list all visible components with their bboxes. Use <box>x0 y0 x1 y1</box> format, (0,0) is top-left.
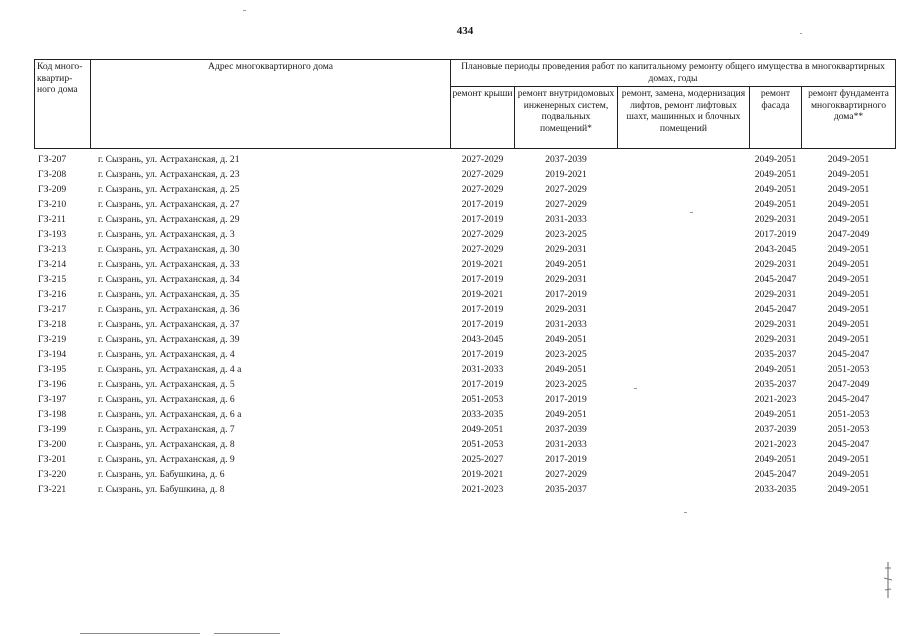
cell-roof: 2017-2019 <box>461 319 504 330</box>
cell-address: г. Сызрань, ул. Астраханская, д. 29 <box>98 214 240 225</box>
cell-engineering: 2049-2051 <box>545 364 587 375</box>
cell-foundation: 2047-2049 <box>827 229 870 240</box>
margin-stamp-icon <box>883 560 893 600</box>
cell-foundation: 2049-2051 <box>827 484 870 495</box>
cell-elevators <box>618 407 750 422</box>
cell-engineering: 2027-2029 <box>545 469 587 480</box>
cell-elevators <box>618 392 750 407</box>
header-address: Адрес многоквартирного дома <box>91 60 451 149</box>
cell-engineering: 2027-2029 <box>545 184 587 195</box>
table-row <box>35 392 896 407</box>
cell-facade: 2049-2051 <box>754 364 797 375</box>
cell-address: г. Сызрань, ул. Астраханская, д. 7 <box>98 424 235 435</box>
cell-foundation: 2049-2051 <box>827 334 870 345</box>
cell-code: ГЗ-218 <box>38 319 67 330</box>
cell-roof: 2027-2029 <box>461 229 504 240</box>
cell-facade: 2045-2047 <box>754 469 797 480</box>
cell-foundation: 2049-2051 <box>827 274 870 285</box>
cell-facade: 2021-2023 <box>754 394 797 405</box>
footer-line <box>214 633 280 634</box>
cell-address: г. Сызрань, ул. Астраханская, д. 34 <box>98 274 240 285</box>
cell-roof: 2017-2019 <box>461 199 504 210</box>
cell-address: г. Сызрань, ул. Астраханская, д. 30 <box>98 244 240 255</box>
cell-engineering: 2023-2025 <box>545 229 587 240</box>
table-row <box>35 212 896 227</box>
cell-roof: 2043-2045 <box>461 334 504 345</box>
cell-engineering: 2029-2031 <box>545 244 587 255</box>
scan-speck <box>634 388 637 389</box>
cell-address: г. Сызрань, ул. Астраханская, д. 6 <box>98 394 235 405</box>
cell-foundation: 2049-2051 <box>827 304 870 315</box>
cell-roof: 2049-2051 <box>461 424 504 435</box>
footer-line <box>80 633 200 634</box>
table-row <box>35 362 896 377</box>
table-row <box>35 422 896 437</box>
table-row <box>35 302 896 317</box>
table-row <box>35 332 896 347</box>
cell-code: ГЗ-217 <box>38 304 67 315</box>
cell-foundation: 2049-2051 <box>827 454 870 465</box>
cell-facade: 2049-2051 <box>754 154 797 165</box>
table-row <box>35 257 896 272</box>
table-row <box>35 182 896 197</box>
cell-address: г. Сызрань, ул. Астраханская, д. 5 <box>98 379 235 390</box>
cell-code: ГЗ-211 <box>38 214 66 225</box>
cell-foundation: 2049-2051 <box>827 154 870 165</box>
scan-speck <box>690 212 693 213</box>
cell-address: г. Сызрань, ул. Астраханская, д. 4 <box>98 349 235 360</box>
cell-elevators <box>618 482 750 497</box>
cell-engineering: 2035-2037 <box>545 484 587 495</box>
cell-facade: 2045-2047 <box>754 304 797 315</box>
table-row <box>35 227 896 242</box>
cell-elevators <box>618 422 750 437</box>
cell-roof: 2031-2033 <box>461 364 504 375</box>
cell-code: ГЗ-201 <box>38 454 67 465</box>
cell-foundation: 2051-2053 <box>827 424 870 435</box>
table-row <box>35 377 896 392</box>
cell-foundation: 2049-2051 <box>827 199 870 210</box>
cell-facade: 2049-2051 <box>754 169 797 180</box>
cell-foundation: 2049-2051 <box>827 169 870 180</box>
cell-code: ГЗ-209 <box>38 184 67 195</box>
cell-engineering: 2031-2033 <box>545 319 587 330</box>
cell-address: г. Сызрань, ул. Бабушкина, д. 8 <box>98 484 225 495</box>
cell-address: г. Сызрань, ул. Астраханская, д. 37 <box>98 319 240 330</box>
cell-roof: 2017-2019 <box>461 214 504 225</box>
cell-code: ГЗ-207 <box>38 154 67 165</box>
scan-speck <box>243 10 246 11</box>
header-roof: ремонт крыши <box>451 87 515 149</box>
cell-elevators <box>618 467 750 482</box>
cell-foundation: 2049-2051 <box>827 289 870 300</box>
cell-engineering: 2049-2051 <box>545 334 587 345</box>
cell-facade: 2049-2051 <box>754 184 797 195</box>
cell-elevators <box>618 302 750 317</box>
table-row <box>35 149 896 168</box>
cell-elevators <box>618 197 750 212</box>
cell-elevators <box>618 287 750 302</box>
cell-facade: 2021-2023 <box>754 439 797 450</box>
cell-address: г. Сызрань, ул. Астраханская, д. 36 <box>98 304 240 315</box>
cell-engineering: 2017-2019 <box>545 454 587 465</box>
cell-code: ГЗ-215 <box>38 274 67 285</box>
cell-engineering: 2031-2033 <box>545 214 587 225</box>
table-row <box>35 407 896 422</box>
cell-foundation: 2049-2051 <box>827 214 870 225</box>
cell-facade: 2029-2031 <box>754 289 797 300</box>
cell-roof: 2017-2019 <box>461 349 504 360</box>
cell-engineering: 2017-2019 <box>545 394 587 405</box>
table-row <box>35 347 896 362</box>
cell-roof: 2019-2021 <box>461 469 504 480</box>
cell-elevators <box>618 272 750 287</box>
cell-address: г. Сызрань, ул. Астраханская, д. 3 <box>98 229 235 240</box>
cell-address: г. Сызрань, ул. Астраханская, д. 27 <box>98 199 240 210</box>
cell-code: ГЗ-210 <box>38 199 67 210</box>
cell-facade: 2035-2037 <box>754 379 797 390</box>
cell-facade: 2049-2051 <box>754 409 797 420</box>
cell-foundation: 2049-2051 <box>827 244 870 255</box>
capital-repair-table <box>34 59 896 497</box>
cell-code: ГЗ-199 <box>38 424 67 435</box>
cell-code: ГЗ-197 <box>38 394 67 405</box>
cell-code: ГЗ-219 <box>38 334 67 345</box>
cell-foundation: 2047-2049 <box>827 379 870 390</box>
cell-foundation: 2049-2051 <box>827 319 870 330</box>
cell-facade: 2029-2031 <box>754 334 797 345</box>
cell-facade: 2045-2047 <box>754 274 797 285</box>
cell-elevators <box>618 437 750 452</box>
cell-foundation: 2045-2047 <box>827 394 870 405</box>
cell-engineering: 2023-2025 <box>545 349 587 360</box>
cell-engineering: 2037-2039 <box>545 154 587 165</box>
cell-code: ГЗ-193 <box>38 229 67 240</box>
cell-roof: 2051-2053 <box>461 439 504 450</box>
cell-engineering: 2029-2031 <box>545 304 587 315</box>
cell-elevators <box>618 317 750 332</box>
cell-code: ГЗ-195 <box>38 364 67 375</box>
cell-address: г. Сызрань, ул. Астраханская, д. 9 <box>98 454 235 465</box>
header-code: Код много-квартир-ного дома <box>35 60 91 149</box>
cell-foundation: 2049-2051 <box>827 259 870 270</box>
table-row <box>35 287 896 302</box>
cell-elevators <box>618 242 750 257</box>
cell-engineering: 2049-2051 <box>545 409 587 420</box>
cell-foundation: 2051-2053 <box>827 409 870 420</box>
cell-facade: 2017-2019 <box>754 229 797 240</box>
table-row <box>35 452 896 467</box>
table-row <box>35 242 896 257</box>
cell-roof: 2027-2029 <box>461 244 504 255</box>
cell-facade: 2035-2037 <box>754 349 797 360</box>
table-row <box>35 467 896 482</box>
cell-elevators <box>618 347 750 362</box>
cell-code: ГЗ-208 <box>38 169 67 180</box>
cell-foundation: 2049-2051 <box>827 469 870 480</box>
cell-elevators <box>618 377 750 392</box>
cell-engineering: 2019-2021 <box>545 169 587 180</box>
header-periods-group: Плановые периоды проведения работ по капитальному ремонту общего имущества в многоквартирных домах, годы <box>451 60 896 87</box>
cell-roof: 2017-2019 <box>461 304 504 315</box>
cell-roof: 2027-2029 <box>461 154 504 165</box>
cell-facade: 2037-2039 <box>754 424 797 435</box>
cell-address: г. Сызрань, ул. Астраханская, д. 21 <box>98 154 240 165</box>
cell-elevators <box>618 257 750 272</box>
table-row <box>35 317 896 332</box>
cell-engineering: 2023-2025 <box>545 379 587 390</box>
cell-elevators <box>618 167 750 182</box>
cell-address: г. Сызрань, ул. Астраханская, д. 6 а <box>98 409 242 420</box>
cell-facade: 2049-2051 <box>754 199 797 210</box>
cell-code: ГЗ-216 <box>38 289 67 300</box>
cell-facade: 2043-2045 <box>754 244 797 255</box>
cell-address: г. Сызрань, ул. Астраханская, д. 25 <box>98 184 240 195</box>
cell-elevators <box>618 452 750 467</box>
cell-code: ГЗ-200 <box>38 439 67 450</box>
table-row <box>35 197 896 212</box>
cell-engineering: 2017-2019 <box>545 289 587 300</box>
cell-elevators <box>618 332 750 347</box>
cell-address: г. Сызрань, ул. Астраханская, д. 8 <box>98 439 235 450</box>
cell-roof: 2027-2029 <box>461 169 504 180</box>
cell-foundation: 2045-2047 <box>827 439 870 450</box>
cell-address: г. Сызрань, ул. Бабушкина, д. 6 <box>98 469 225 480</box>
cell-code: ГЗ-221 <box>38 484 67 495</box>
table-row <box>35 437 896 452</box>
cell-roof: 2027-2029 <box>461 184 504 195</box>
cell-code: ГЗ-214 <box>38 259 67 270</box>
cell-facade: 2049-2051 <box>754 454 797 465</box>
cell-address: г. Сызрань, ул. Астраханская, д. 39 <box>98 334 240 345</box>
cell-foundation: 2051-2053 <box>827 364 870 375</box>
cell-engineering: 2029-2031 <box>545 274 587 285</box>
cell-roof: 2019-2021 <box>461 259 504 270</box>
table-body <box>35 149 896 498</box>
cell-elevators <box>618 362 750 377</box>
cell-address: г. Сызрань, ул. Астраханская, д. 35 <box>98 289 240 300</box>
cell-engineering: 2049-2051 <box>545 259 587 270</box>
cell-address: г. Сызрань, ул. Астраханская, д. 33 <box>98 259 240 270</box>
table-row <box>35 482 896 497</box>
cell-facade: 2033-2035 <box>754 484 797 495</box>
table-row <box>35 272 896 287</box>
header-facade: ремонт фасада <box>750 87 802 149</box>
cell-roof: 2017-2019 <box>461 379 504 390</box>
cell-code: ГЗ-196 <box>38 379 67 390</box>
cell-roof: 2019-2021 <box>461 289 504 300</box>
cell-address: г. Сызрань, ул. Астраханская, д. 23 <box>98 169 240 180</box>
cell-foundation: 2049-2051 <box>827 184 870 195</box>
cell-facade: 2029-2031 <box>754 214 797 225</box>
scan-speck <box>800 33 802 34</box>
cell-roof: 2021-2023 <box>461 484 504 495</box>
header-elevators: ремонт, замена, модернизация лифтов, ремонт лифтовых шахт, машинных и блочных помещений <box>618 87 750 149</box>
cell-address: г. Сызрань, ул. Астраханская, д. 4 а <box>98 364 242 375</box>
cell-code: ГЗ-194 <box>38 349 67 360</box>
cell-engineering: 2031-2033 <box>545 439 587 450</box>
table-row <box>35 167 896 182</box>
cell-roof: 2017-2019 <box>461 274 504 285</box>
cell-elevators <box>618 182 750 197</box>
cell-roof: 2033-2035 <box>461 409 504 420</box>
cell-roof: 2051-2053 <box>461 394 504 405</box>
header-engineering: ремонт внутридомовых инженерных систем, подвальных помещений* <box>515 87 618 149</box>
cell-code: ГЗ-220 <box>38 469 67 480</box>
cell-facade: 2029-2031 <box>754 319 797 330</box>
cell-code: ГЗ-198 <box>38 409 67 420</box>
cell-facade: 2029-2031 <box>754 259 797 270</box>
cell-engineering: 2027-2029 <box>545 199 587 210</box>
cell-engineering: 2037-2039 <box>545 424 587 435</box>
cell-elevators <box>618 227 750 242</box>
cell-roof: 2025-2027 <box>461 454 504 465</box>
header-foundation: ремонт фундамента многоквартирного дома** <box>802 87 896 149</box>
cell-elevators <box>618 212 750 227</box>
cell-elevators <box>618 149 750 168</box>
page-number: 434 <box>456 25 474 37</box>
scan-speck <box>684 512 687 513</box>
cell-code: ГЗ-213 <box>38 244 67 255</box>
cell-foundation: 2045-2047 <box>827 349 870 360</box>
